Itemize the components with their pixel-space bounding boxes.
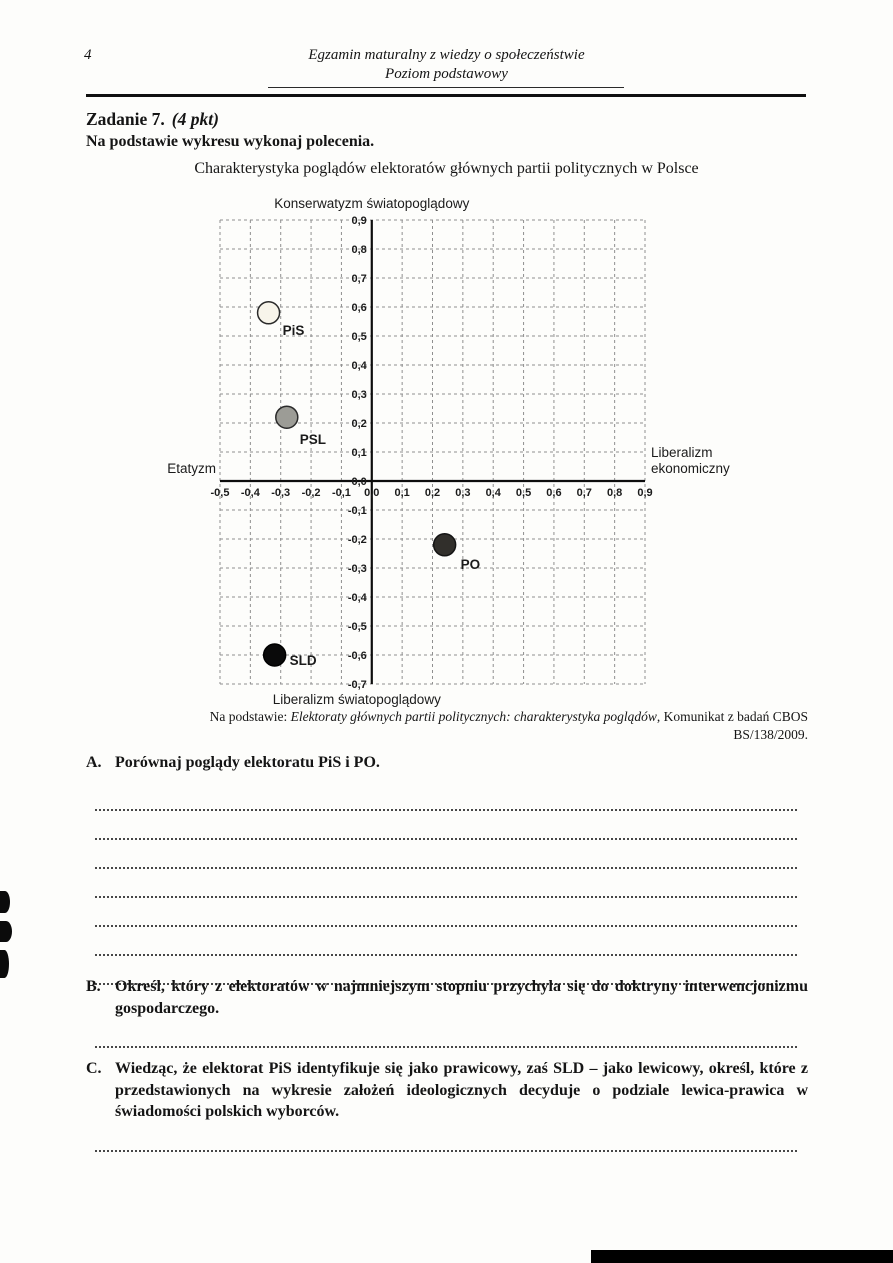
answer-line[interactable] <box>95 811 797 840</box>
scatter-chart <box>140 186 760 716</box>
y-tick-label: 0,4 <box>351 360 367 372</box>
x-tick-label: 0,5 <box>515 487 532 499</box>
y-tick-label: -0,6 <box>347 650 367 662</box>
x-tick-label: 0,2 <box>424 487 441 499</box>
question-a <box>86 752 808 774</box>
scan-artifact-edge-mark <box>0 950 9 978</box>
axis-label-bottom: Liberalizm światopoglądowy <box>272 692 441 707</box>
scan-artifact-edge-mark <box>0 921 12 942</box>
axis-label-right: Liberalizm <box>651 445 713 460</box>
point-label-pis: PiS <box>282 322 305 338</box>
y-tick-label: 0,5 <box>351 331 367 343</box>
question-b <box>86 976 808 1019</box>
answer-line[interactable] <box>95 927 797 956</box>
answer-line[interactable] <box>95 782 797 811</box>
y-tick-label: 0,2 <box>351 418 367 430</box>
data-point-pis <box>258 302 280 324</box>
axis-label-top: Konserwatyzm światopoglądowy <box>274 196 470 211</box>
source-suffix: , Komunikat z badań CBOS <box>656 709 808 724</box>
question-b-text: Określ, który z elektoratów w najmniejszym stopniu przychyla się do doktryny interwencjonizmu gospodarczego. <box>115 978 808 1017</box>
x-tick-label: -0,5 <box>210 487 230 499</box>
x-tick-label: 0,3 <box>455 487 471 499</box>
axis-label-right: ekonomiczny <box>651 461 730 476</box>
source-prefix: Na podstawie: <box>209 709 291 724</box>
exam-title: Egzamin maturalny z wiedzy o społeczeństwie <box>308 47 585 63</box>
source-reference: BS/138/2009. <box>733 727 808 742</box>
y-tick-label: 0,0 <box>351 476 367 488</box>
exam-header <box>0 46 893 84</box>
scan-artifact-edge-mark <box>0 891 10 913</box>
x-tick-label: -0,2 <box>301 487 321 499</box>
question-c-text: Wiedząc, że elektorat PiS identyfikuje się jako prawicowy, zaś SLD – jako lewicowy, określ, które z przedstawionych na wykresie założeń ideologicznych decyduje o podziale lewica-prawica w świadomości polskich wyborców. <box>115 1060 808 1120</box>
x-tick-label: 0,9 <box>637 487 653 499</box>
y-tick-label: 0,8 <box>351 244 367 256</box>
answer-lines-a <box>95 782 797 985</box>
x-tick-label: 0,6 <box>546 487 562 499</box>
exam-level: Poziom podstawowy <box>385 66 508 82</box>
y-tick-label: 0,1 <box>351 447 367 459</box>
answer-line[interactable] <box>95 869 797 898</box>
scan-artifact-bottom-bar <box>591 1250 893 1263</box>
y-tick-label: 0,3 <box>351 389 367 401</box>
y-tick-label: -0,3 <box>347 563 367 575</box>
x-tick-label: -0,4 <box>240 487 260 499</box>
question-c-label: C. <box>86 1060 102 1077</box>
chart-title: Charakterystyka poglądów elektoratów głównych partii politycznych w Polsce <box>194 160 699 177</box>
y-tick-label: -0,4 <box>347 592 367 604</box>
y-tick-label: 0,9 <box>351 215 367 227</box>
answer-line[interactable] <box>95 840 797 869</box>
question-a-text: Porównaj poglądy elektoratu PiS i PO. <box>115 754 380 771</box>
source-note <box>100 708 808 744</box>
task-instruction: Na podstawie wykresu wykonaj polecenia. <box>86 133 375 150</box>
answer-line[interactable] <box>95 1126 797 1152</box>
y-tick-label: 0,7 <box>351 273 367 285</box>
header-underline <box>268 87 624 88</box>
point-label-psl: PSL <box>299 432 327 448</box>
y-tick-label: -0,7 <box>347 679 367 691</box>
task-points: (4 pkt) <box>171 109 219 129</box>
answer-line[interactable] <box>95 898 797 927</box>
x-tick-label: 0,4 <box>485 487 501 499</box>
y-tick-label: -0,5 <box>347 621 367 633</box>
y-tick-label: -0,1 <box>347 505 367 517</box>
task-number: Zadanie 7. <box>86 109 165 129</box>
question-a-label: A. <box>86 754 102 771</box>
answer-lines-b <box>95 1022 797 1048</box>
y-tick-label: -0,2 <box>347 534 367 546</box>
point-label-sld: SLD <box>289 653 317 668</box>
page-number: 4 <box>84 47 92 63</box>
axis-label-left: Etatyzm <box>167 461 216 476</box>
x-tick-label: 0,8 <box>606 487 623 499</box>
header-rule <box>86 94 806 97</box>
y-tick-label: 0,6 <box>351 302 367 314</box>
x-tick-label: 0,1 <box>394 487 410 499</box>
answer-lines-c <box>95 1126 797 1152</box>
data-point-psl <box>276 406 298 428</box>
task-title <box>86 109 219 130</box>
question-c <box>86 1058 808 1123</box>
x-tick-label: -0,1 <box>331 487 351 499</box>
source-line <box>100 708 808 726</box>
x-tick-label: -0,3 <box>271 487 291 499</box>
x-tick-label: 0,0 <box>364 487 380 499</box>
answer-line[interactable] <box>95 1022 797 1048</box>
x-tick-label: 0,7 <box>576 487 592 499</box>
point-label-po: PO <box>460 556 481 572</box>
data-point-sld <box>264 644 286 666</box>
source-title: Elektoraty głównych partii politycznych: charakterystyka poglądów <box>290 709 657 724</box>
data-point-po <box>434 534 456 556</box>
question-b-label: B. <box>86 978 101 995</box>
